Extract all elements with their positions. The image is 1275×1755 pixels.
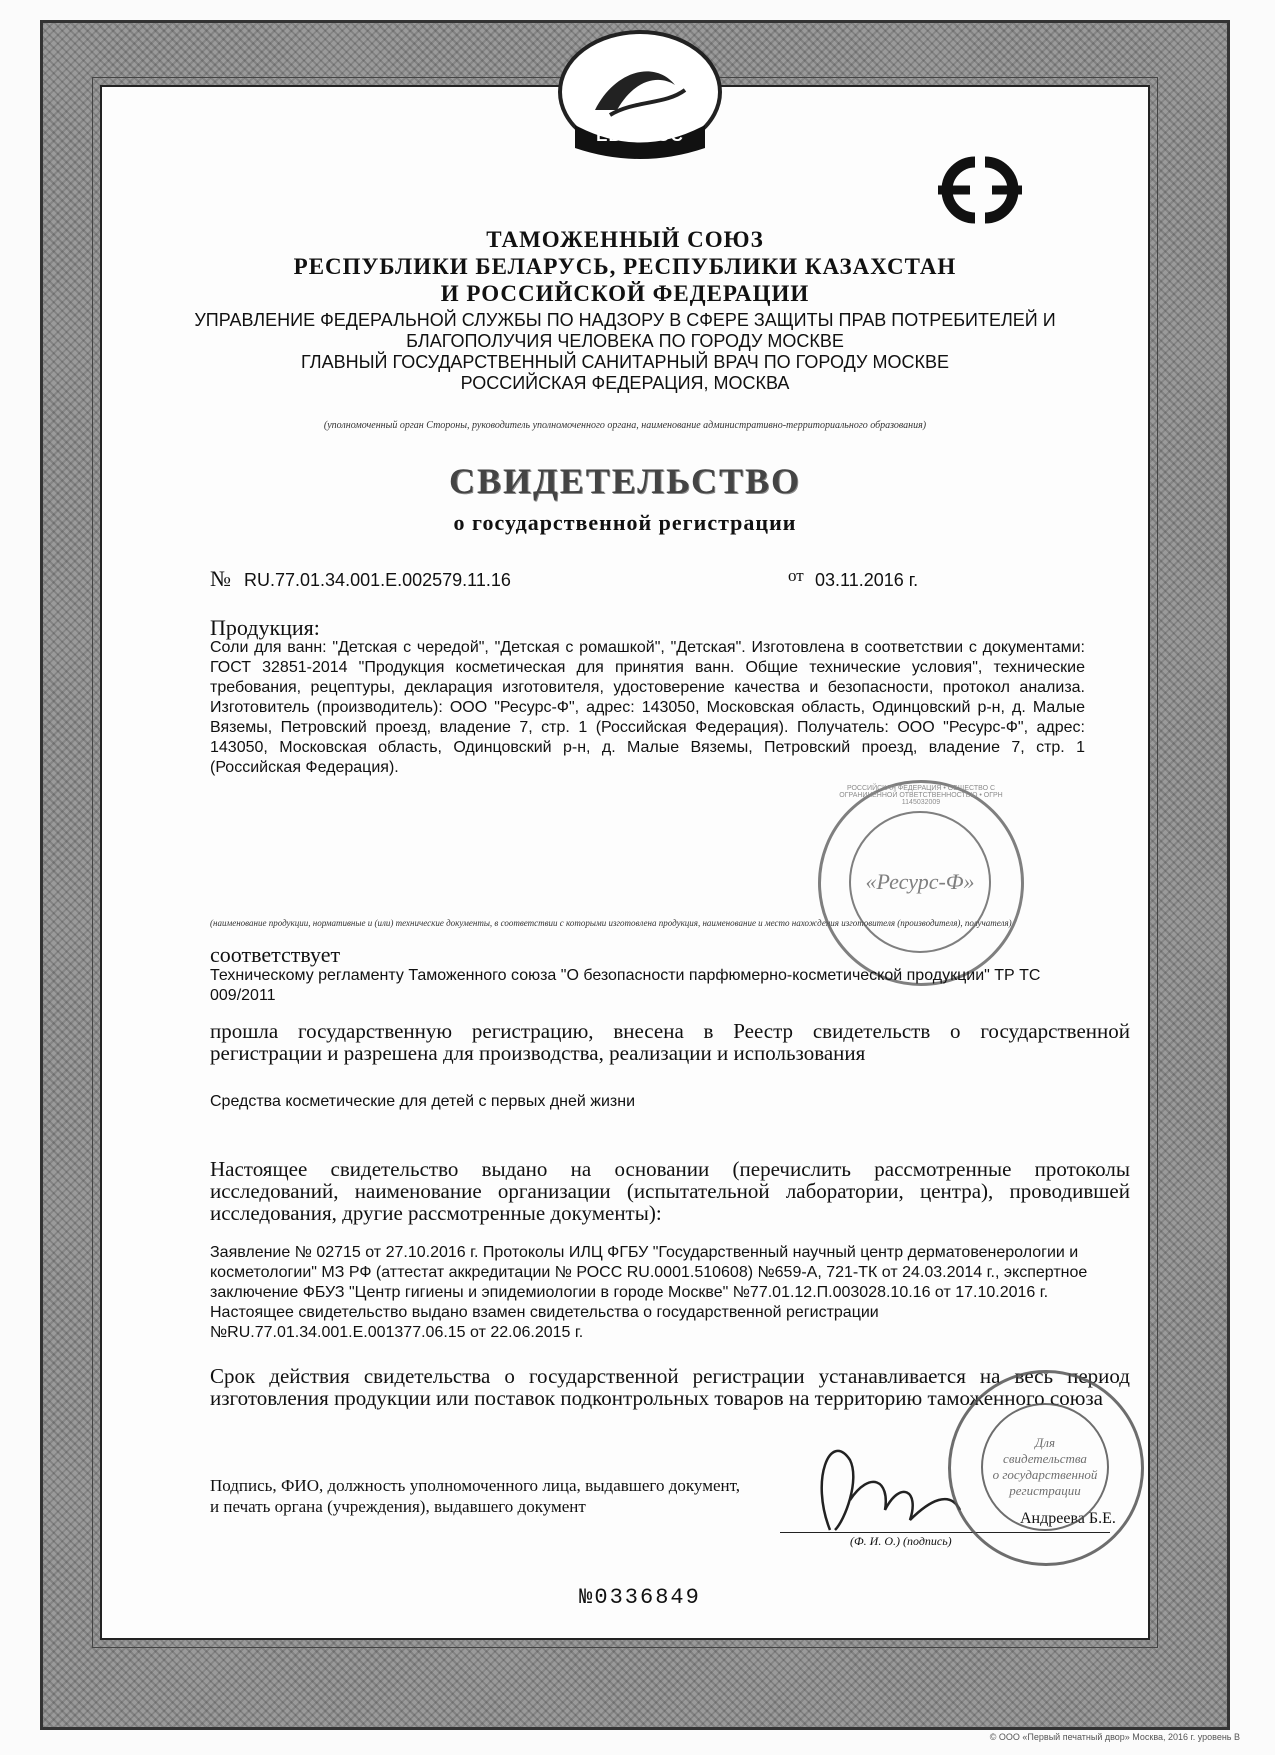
product-label: Продукция: (210, 615, 320, 640)
number-label: № (210, 566, 231, 591)
date-label: от (788, 566, 804, 585)
handwritten-signature (790, 1420, 970, 1550)
certificate-subtitle: о государственной регистрации (453, 510, 797, 535)
usage-scope: Средства косметические для детей с первых дней жизни (210, 1093, 636, 1110)
signature-caption: (Ф. И. О.) (подпись) (850, 1534, 952, 1548)
emblem-label: ЕВРАЗЭС (596, 126, 684, 145)
registration-number: RU.77.01.34.001.E.002579.11.16 (244, 570, 511, 590)
authority-line-4: РОССИЙСКАЯ ФЕДЕРАЦИЯ, МОСКВА (460, 373, 790, 393)
union-line-3: И РОССИЙСКОЙ ФЕДЕРАЦИИ (440, 281, 810, 306)
authority-note: (уполномоченный орган Стороны, руководитель уполномоченного органа, наименование административно-территориального образования) (323, 420, 927, 431)
conformity-label: соответствует (210, 942, 341, 967)
official-stamp-line-3: о государственной (992, 1467, 1098, 1482)
registration-number-row (210, 568, 1090, 594)
company-stamp (818, 780, 1024, 986)
authority-line-1: УПРАВЛЕНИЕ ФЕДЕРАЛЬНОЙ СЛУЖБЫ ПО НАДЗОРУ В СФЕРЕ ЗАЩИТЫ ПРАВ ПОТРЕБИТЕЛЕЙ И (194, 310, 1056, 330)
official-stamp-line-1: Для (1035, 1435, 1055, 1450)
authority-line-3: ГЛАВНЫЙ ГОСУДАРСТВЕННЫЙ САНИТАРНЫЙ ВРАЧ ПО ГОРОДУ МОСКВЕ (301, 352, 949, 372)
company-stamp-name: «Ресурс-Ф» (865, 869, 975, 894)
union-line-2: РЕСПУБЛИКИ БЕЛАРУСЬ, РЕСПУБЛИКИ КАЗАХСТАН (293, 254, 957, 279)
official-stamp (948, 1370, 1144, 1566)
official-stamp-inner-ring (981, 1403, 1109, 1531)
authority-line-2: БЛАГОПОЛУЧИЯ ЧЕЛОВЕКА ПО ГОРОДУ МОСКВЕ (406, 331, 844, 351)
signatory-name: Андреева Б.Е. (1020, 1510, 1116, 1527)
signature-label: Подпись, ФИО, должность уполномоченного лица, выдавшего документ, и печать органа (учреждения), выдавшего документ (210, 1476, 740, 1516)
company-stamp-inner-ring (849, 811, 991, 953)
basis-documents: Заявление № 02715 от 27.10.2016 г. Протоколы ИЛЦ ФГБУ "Государственный научный центр дерматовенерологии и косметологии" МЗ РФ (аттестат аккредитации № РОСС RU.0001.510608) №659-А, 721-ТК от 24.03.2014 г., экспертное заключение ФБУЗ "Центр гигиены и эпидемиологии в городе Москве" №77.01.12.П.003028.10.16 от 17.10.2016 г. Настоящее свидетельство выдано взамен свидетельства о государственной регистрации №RU.77.01.34.001.Е.001377.06.15 от 22.06.2015 г. (210, 1244, 1088, 1341)
serial-number: №0336849 (579, 1585, 701, 1610)
eurasec-emblem (555, 30, 725, 160)
product-description: Соли для ванн: "Детская с чередой", "Детская с ромашкой", "Детская". Изготовлена в соответствии с документами: ГОСТ 32851-2014 "Продукция косметическая для принятия ванн. Общие технические условия", технические требования, рецептуры, декларация изготовителя, удостоверение качества и безопасности, протокол анализа. Изготовитель (производитель): ООО "Ресурс-Ф", адрес: 143050, Московская область, Одинцовский р-н, д. Малые Вяземы, Петровский проезд, владение 7, стр. 1 (Российская Федерация). Получатель: ООО "Ресурс-Ф", адрес: 143050, Московская область, Одинцовский р-н, д. Малые Вяземы, Петровский проезд, владение 7, стр. 1 (Российская Федерация). (210, 639, 1085, 776)
company-stamp-ring-text: РОССИЙСКАЯ ФЕДЕРАЦИЯ • ОБЩЕСТВО С ОГРАНИЧЕННОЙ ОТВЕТСТВЕННОСТЬЮ • ОГРН 1145032009 (839, 785, 1003, 806)
registration-statement: прошла государственную регистрацию, внесена в Реестр свидетельств о государственной регистрации и разрешена для производства, реализации и использования (210, 1019, 1130, 1065)
registration-date: 03.11.2016 г. (815, 570, 919, 590)
official-stamp-line-2: свидетельства (1003, 1451, 1087, 1466)
official-stamp-line-4: регистрации (1009, 1483, 1081, 1498)
basis-intro: Настоящее свидетельство выдано на основании (перечислить рассмотренные протоколы исследований, наименование организации (испытательной лаборатории, центра), проводившей исследования, другие рассмотренные документы): (210, 1157, 1130, 1225)
validity-statement: Срок действия свидетельства о государственной регистрации устанавливается на весь период изготовления продукции или поставок подконтрольных товаров на территорию таможенного союза (210, 1364, 1130, 1410)
product-note: (наименование продукции, нормативные и (или) технические документы, в соответствии с которыми изготовлена продукция, наименование и место нахождения изготовителя (производителя), получателя) (210, 918, 1012, 928)
eac-mark-icon (920, 150, 1040, 230)
printer-note: © ООО «Первый печатный двор» Москва, 2016 г. уровень В (989, 1732, 1240, 1742)
conformity-regulation: Техническому регламенту Таможенного союза "О безопасности парфюмерно-косметической продукции" ТР ТС 009/2011 (210, 967, 1041, 1004)
union-line-1: ТАМОЖЕННЫЙ СОЮЗ (486, 227, 764, 252)
certificate-title: СВИДЕТЕЛЬСТВО (448, 461, 802, 501)
